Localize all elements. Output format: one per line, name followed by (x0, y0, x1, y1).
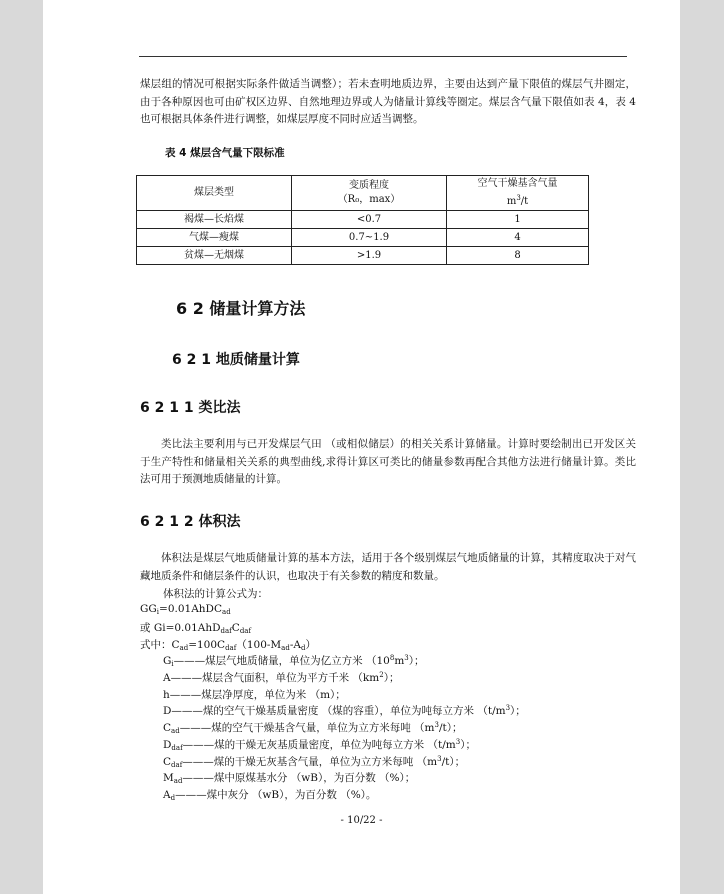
formula-1: $GG_i=0.01AhDC_{ad}$ (140, 603, 231, 616)
cell-coal-type: 褐煤—长焰煤 (137, 211, 292, 229)
definition-item: $G_i———$煤层气地质储量，单位为亿立方米 $(10^8m^3)$； (163, 654, 425, 668)
header-coal-type: 煤层类型 (137, 176, 292, 211)
definition-item: $A_d———$煤中灰分 （wB），为百分数 （%）。 (163, 789, 377, 802)
table-row (137, 247, 589, 265)
heading-6-2-1-1: 6 2 1 1 类比法 (140, 400, 241, 416)
cell-gas: 4 (447, 229, 589, 247)
definition-item: D———煤的空气干燥基质量密度 （煤的容重），单位为吨每立方米 $(t/m^3)$； (163, 704, 526, 717)
table-row (137, 211, 589, 229)
formula-intro: 体积法的计算公式为： (163, 588, 268, 600)
cell-gas: 1 (447, 211, 589, 229)
cell-degree: <0.7 (292, 211, 447, 229)
header-gas-content: 空气干燥基含气量 $m^3/t$ (447, 176, 589, 211)
definition-item: h———煤层净厚度，单位为米 （m）； (163, 689, 346, 701)
table-row (137, 229, 589, 247)
header-rule (139, 56, 627, 57)
gas-content-table (136, 175, 589, 265)
header-metamorphism: 变质程度 （R₀，max） (292, 176, 447, 211)
definition-item: $D_{daf}———$煤的干燥无灰基质量密度，单位为吨每立方米 $(t/m^3)$； (163, 738, 476, 752)
definition-item: $C_{daf}———$煤的干燥无灰基含气量，单位为立方米每吨 $(m^3/t)$； (163, 755, 466, 769)
definition-item: $C_{ad}———$煤的空气干燥基含气量，单位为立方米每吨 $(m^3/t)$； (163, 721, 463, 735)
cell-coal-type: 气煤—瘦煤 (137, 229, 292, 247)
analogy-paragraph: 类比法主要利用与已开发煤层气田 （或相似储层）的相关关系计算储量。计算时要绘制出已开发区关于生产特性和储量相关关系的典型曲线,求得计算区可类比的储量参数再配合其他方法进行储量计算。类比法可用于预测地质储量的计算。 (140, 438, 636, 485)
table-caption: 表 4 煤层含气量下限标准 (165, 147, 285, 159)
cell-degree: >1.9 (292, 247, 447, 265)
volume-paragraph: 体积法是煤层气地质储量计算的基本方法，适用于各个级别煤层气地质储量的计算，其精度取决于对气藏地质条件和储层条件的认识，也取决于有关参数的精度和数量。 (140, 552, 636, 582)
definition-item: $M_{ad}———$煤中原煤基水分 （wB），为百分数 （%）； (163, 772, 416, 785)
cell-degree: 0.7~1.9 (292, 229, 447, 247)
heading-6-2-1-2: 6 2 1 2 体积法 (140, 514, 241, 530)
definition-item: A———煤层含气面积，单位为平方千米 $(km^2)$； (163, 671, 400, 684)
page-number: - 10/22 - (340, 815, 383, 826)
heading-6-2-1: 6 2 1 地质储量计算 (172, 352, 300, 368)
cell-coal-type: 贫煤—无烟煤 (137, 247, 292, 265)
table-header-row (137, 176, 589, 211)
formula-2: 或 $Gi=0.01AhD_{daf}C_{daf}$ (140, 622, 252, 635)
heading-6-2: 6 2 储量计算方法 (176, 299, 306, 318)
intro-paragraph: 煤层组的情况可根据实际条件做适当调整）；若未查明地质边界，主要由达到产量下限值的煤层气井圈定，由于各种原因也可由矿权区边界、自然地理边界或人为储量计算线等圈定。煤层含气量下限值如表 4，表 4 也可根据具体条件进行调整，如煤层厚度不同时应适当调整。 (140, 78, 636, 125)
document-page (43, 0, 680, 894)
cell-gas: 8 (447, 247, 589, 265)
formula-3: 式中：$C_{ad}=100C_{daf}(100-M_{ad}-A_d)$ (140, 639, 316, 652)
